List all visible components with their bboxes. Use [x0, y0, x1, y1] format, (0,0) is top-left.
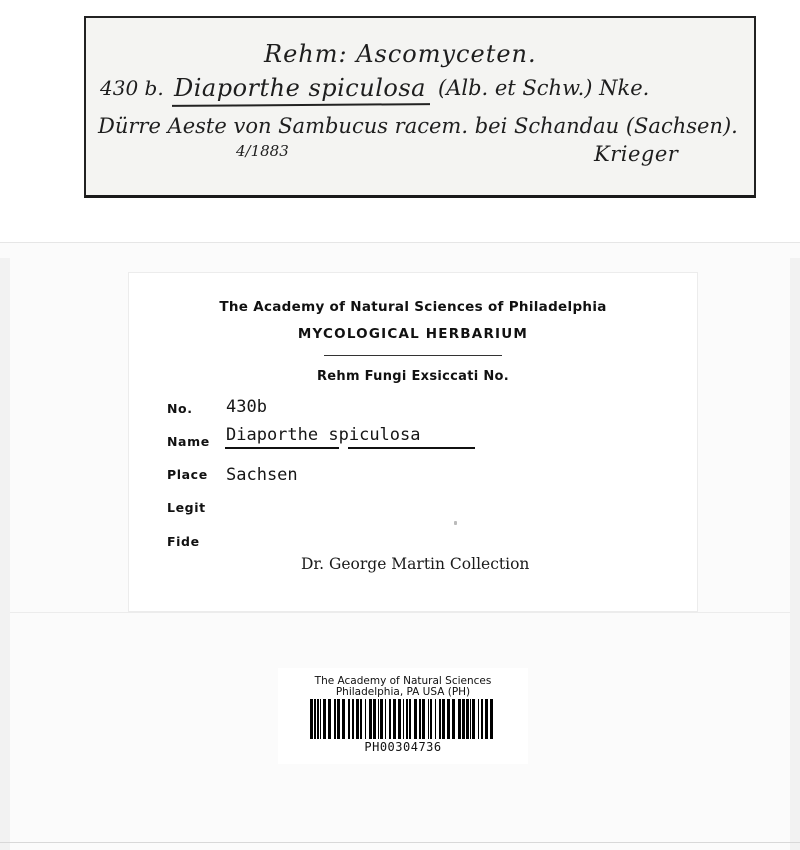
barcode-bar [430, 699, 432, 739]
barcode-bar [385, 699, 386, 739]
barcode-bar [317, 699, 319, 739]
barcode-bar [439, 699, 441, 739]
barcode-number: PH00304736 [364, 740, 442, 754]
barcode-bar [452, 699, 455, 739]
barcode-bar [328, 699, 331, 739]
name-value [226, 425, 421, 445]
barcode-bar [393, 699, 396, 739]
paper-speck [454, 521, 457, 525]
barcode-bar [352, 699, 354, 739]
handwritten-author: (Alb. et Schw.) Nke. [438, 76, 650, 100]
barcode-bar [337, 699, 340, 739]
collection-name: Dr. George Martin Collection [301, 555, 530, 573]
barcode-bar [447, 699, 450, 739]
no-value: 430b [226, 397, 267, 417]
handwritten-label [84, 16, 756, 198]
barcode-bar [389, 699, 391, 739]
herbarium-name: MYCOLOGICAL HERBARIUM [297, 326, 529, 342]
handwritten-number: 430 b. [100, 76, 164, 100]
barcode-bar [348, 699, 350, 739]
barcode-bar [314, 699, 316, 739]
handwritten-collector: Krieger [594, 142, 679, 166]
exsiccata-series: Rehm Fungi Exsiccati No. [317, 369, 509, 384]
epithet-underline [348, 447, 475, 449]
handwritten-species: Diaporthe spiculosa [174, 74, 426, 102]
name-epithet: spiculosa [328, 425, 421, 445]
barcode-bar [435, 699, 436, 739]
barcode-bar [369, 699, 372, 739]
barcode-bar [406, 699, 408, 739]
handwritten-locality: Dürre Aeste von Sambucus racem. bei Schandau (Sachsen). [98, 114, 738, 138]
barcode-location: Philadelphia, PA USA (PH) [335, 686, 471, 698]
name-label: Name [167, 434, 210, 449]
barcode-bar [458, 699, 461, 739]
barcode-bar [356, 699, 359, 739]
barcode-bar [403, 699, 404, 739]
label-divider [324, 355, 502, 356]
barcode-bar [310, 699, 313, 739]
barcode-bar [442, 699, 445, 739]
barcode-bar [398, 699, 401, 739]
barcode-bar [365, 699, 366, 739]
barcode-bar [472, 699, 475, 739]
barcode-bar [462, 699, 465, 739]
barcode-bar [490, 699, 493, 739]
institution-name: The Academy of Natural Sciences of Philadelphia [219, 299, 607, 315]
barcode-bar [373, 699, 376, 739]
barcode-bar [470, 699, 471, 739]
place-value: Sachsen [226, 465, 298, 485]
barcode-bar [378, 699, 379, 739]
barcode-bar [466, 699, 469, 739]
barcode-institution: The Academy of Natural Sciences [314, 675, 492, 687]
barcode-bar [342, 699, 345, 739]
barcode-bar [481, 699, 483, 739]
barcode-bar [360, 699, 362, 739]
barcode-bar [478, 699, 479, 739]
barcode-bar [419, 699, 421, 739]
barcode [308, 699, 498, 739]
barcode-label [278, 668, 528, 764]
packet-fold-line [10, 612, 790, 613]
packet-bottom-edge [0, 842, 800, 843]
legit-label: Legit [167, 500, 206, 515]
barcode-bar [422, 699, 425, 739]
name-genus: Diaporthe [226, 425, 319, 445]
handwritten-title: Rehm: Ascomyceten. [264, 40, 537, 68]
barcode-bar [428, 699, 429, 739]
barcode-bar [409, 699, 411, 739]
handwritten-date: 4/1883 [236, 142, 289, 160]
barcode-bar [485, 699, 488, 739]
packet-left-edge [0, 258, 10, 850]
barcode-bar [414, 699, 417, 739]
barcode-bar [380, 699, 383, 739]
herbarium-label [128, 272, 698, 612]
handwritten-species-underline [172, 103, 430, 107]
barcode-bar [323, 699, 326, 739]
genus-underline [225, 447, 339, 449]
no-label: No. [167, 401, 193, 416]
barcode-bar [334, 699, 336, 739]
barcode-bar [320, 699, 321, 739]
fide-label: Fide [167, 534, 200, 549]
place-label: Place [167, 467, 208, 482]
packet-right-edge [790, 258, 800, 850]
